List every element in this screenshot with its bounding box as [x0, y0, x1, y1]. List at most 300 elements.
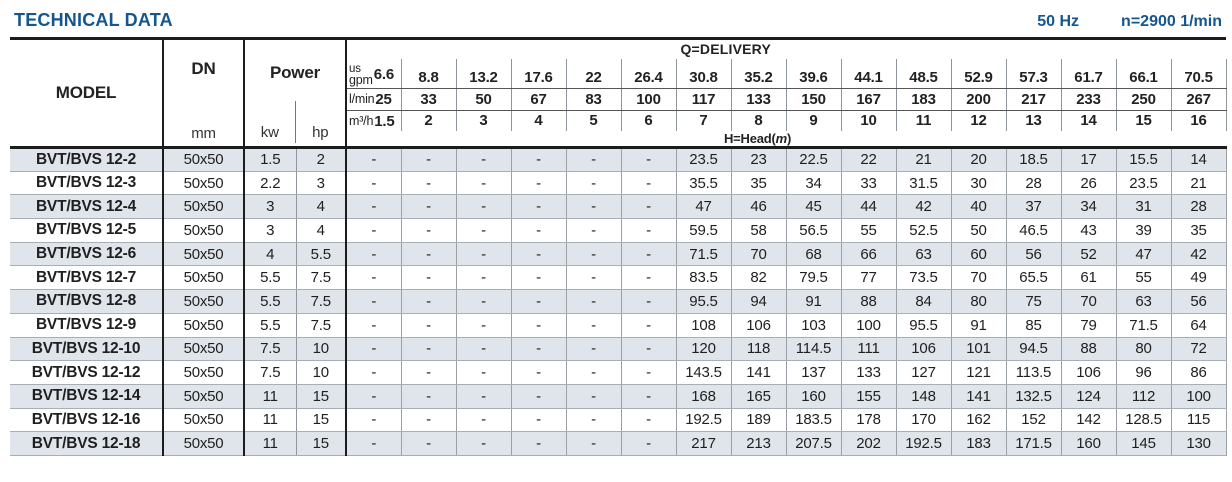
- head-value-cell: -: [511, 432, 566, 456]
- column-header-power: [244, 39, 346, 148]
- head-value-cell: -: [346, 266, 401, 290]
- dn-cell: 50x50: [163, 266, 244, 290]
- head-value-cell: 60: [951, 242, 1006, 266]
- head-value-cell: 21: [896, 148, 951, 172]
- head-value-cell: -: [456, 148, 511, 172]
- head-value-cell: 75: [1006, 290, 1061, 314]
- head-value-cell: 88: [1061, 337, 1116, 361]
- head-value-cell: 72: [1171, 337, 1226, 361]
- head-value-cell: 202: [841, 432, 896, 456]
- model-cell: BVT/BVS 12-3: [10, 171, 163, 195]
- head-value-cell: 42: [1171, 242, 1226, 266]
- head-value-cell: -: [346, 432, 401, 456]
- head-value-cell: -: [511, 408, 566, 432]
- kw-unit-label: kw: [260, 124, 279, 141]
- head-value-cell: 64: [1171, 313, 1226, 337]
- lmin-unit-label: l/min: [349, 92, 375, 106]
- head-value-cell: 100: [841, 313, 896, 337]
- table-row: [10, 361, 1226, 385]
- gpm-header-cell: 30.8: [676, 59, 731, 89]
- head-value-cell: -: [346, 219, 401, 243]
- hp-cell: 4: [296, 219, 346, 243]
- head-label-unit: m: [775, 131, 788, 146]
- kw-cell: 3: [244, 195, 296, 219]
- head-value-cell: -: [401, 313, 456, 337]
- column-header-dn: [163, 39, 244, 148]
- head-value-cell: -: [401, 266, 456, 290]
- table-row: [10, 432, 1226, 456]
- table-row: [10, 195, 1226, 219]
- head-value-cell: -: [401, 361, 456, 385]
- gpm-header-cell: 26.4: [621, 59, 676, 89]
- head-value-cell: -: [456, 290, 511, 314]
- head-value-cell: -: [456, 266, 511, 290]
- m3h-header-cell: 2: [401, 110, 456, 131]
- model-cell: BVT/BVS 12-8: [10, 290, 163, 314]
- m3h-header-cell: 3: [456, 110, 511, 131]
- lmin-header-cell: 150: [786, 88, 841, 110]
- head-value-cell: 155: [841, 384, 896, 408]
- delivery-header: Q=DELIVERY: [680, 41, 772, 58]
- technical-data-table: [10, 37, 1227, 456]
- head-value-cell: 121: [951, 361, 1006, 385]
- m3h-header-cell: 5: [566, 110, 621, 131]
- head-value-cell: 178: [841, 408, 896, 432]
- head-value-cell: 183.5: [786, 408, 841, 432]
- table-row: [10, 266, 1226, 290]
- head-value-cell: 45: [786, 195, 841, 219]
- head-value-cell: -: [346, 361, 401, 385]
- head-value-cell: 113.5: [1006, 361, 1061, 385]
- head-value-cell: -: [456, 195, 511, 219]
- head-value-cell: -: [401, 384, 456, 408]
- table-row: [10, 384, 1226, 408]
- head-value-cell: 112: [1116, 384, 1171, 408]
- head-value-cell: 170: [896, 408, 951, 432]
- head-value-cell: -: [511, 242, 566, 266]
- head-value-cell: -: [346, 337, 401, 361]
- hp-cell: 4: [296, 195, 346, 219]
- head-value-cell: -: [511, 337, 566, 361]
- head-value-cell: 28: [1006, 171, 1061, 195]
- head-value-cell: 88: [841, 290, 896, 314]
- lmin-header-cell: 250: [1116, 88, 1171, 110]
- head-value-cell: -: [566, 148, 621, 172]
- model-cell: BVT/BVS 12-7: [10, 266, 163, 290]
- m3h-header-cell: 10: [841, 110, 896, 131]
- head-label-suffix: ): [787, 131, 792, 146]
- head-value-cell: 94.5: [1006, 337, 1061, 361]
- table-row: [10, 290, 1226, 314]
- m3h-unit-label: m³/h: [349, 113, 374, 128]
- m3h-header-cell: 12: [951, 110, 1006, 131]
- head-value-cell: 80: [1116, 337, 1171, 361]
- head-value-cell: -: [401, 432, 456, 456]
- head-value-cell: 46: [731, 195, 786, 219]
- head-value-cell: 31: [1116, 195, 1171, 219]
- head-value-cell: -: [621, 361, 676, 385]
- head-value-cell: 55: [841, 219, 896, 243]
- head-value-cell: 33: [841, 171, 896, 195]
- head-value-cell: 50: [951, 219, 1006, 243]
- gpm-header-cell: 13.2: [456, 59, 511, 89]
- gpm-header-cell: 66.1: [1116, 59, 1171, 89]
- head-value-cell: 94: [731, 290, 786, 314]
- head-value-cell: 91: [951, 313, 1006, 337]
- gpm-header-cell: [346, 59, 401, 89]
- head-value-cell: -: [621, 337, 676, 361]
- dn-cell: 50x50: [163, 361, 244, 385]
- head-value-cell: 77: [841, 266, 896, 290]
- head-value-cell: 80: [951, 290, 1006, 314]
- lmin-header-cell: 83: [566, 88, 621, 110]
- head-value-cell: -: [511, 266, 566, 290]
- kw-cell: 11: [244, 384, 296, 408]
- m3h-header-cell: 9: [786, 110, 841, 131]
- hp-cell: 2: [296, 148, 346, 172]
- head-value-cell: -: [346, 313, 401, 337]
- head-value-cell: 108: [676, 313, 731, 337]
- head-value-cell: 47: [1116, 242, 1171, 266]
- model-cell: BVT/BVS 12-12: [10, 361, 163, 385]
- head-value-cell: -: [456, 432, 511, 456]
- head-value-cell: 65.5: [1006, 266, 1061, 290]
- table-row: [10, 242, 1226, 266]
- dn-cell: 50x50: [163, 337, 244, 361]
- head-value-cell: 118: [731, 337, 786, 361]
- head-value-cell: -: [566, 337, 621, 361]
- head-value-cell: 152: [1006, 408, 1061, 432]
- head-value-cell: 49: [1171, 266, 1226, 290]
- head-value-cell: 183: [951, 432, 1006, 456]
- head-value-cell: 17: [1061, 148, 1116, 172]
- gpm-header-cell: 17.6: [511, 59, 566, 89]
- power-label: Power: [269, 63, 321, 82]
- head-value-cell: 56: [1171, 290, 1226, 314]
- head-value-cell: -: [401, 290, 456, 314]
- head-value-cell: -: [566, 195, 621, 219]
- m3h-header-cell: 6: [621, 110, 676, 131]
- head-value-cell: 71.5: [1116, 313, 1171, 337]
- kw-cell: 3: [244, 219, 296, 243]
- dn-cell: 50x50: [163, 148, 244, 172]
- head-value-cell: 23.5: [1116, 171, 1171, 195]
- head-value-cell: -: [346, 148, 401, 172]
- head-value-cell: 26: [1061, 171, 1116, 195]
- model-cell: BVT/BVS 12-6: [10, 242, 163, 266]
- head-value-cell: -: [511, 195, 566, 219]
- head-value-cell: 35.5: [676, 171, 731, 195]
- head-value-cell: 20: [951, 148, 1006, 172]
- head-value-cell: 63: [1116, 290, 1171, 314]
- head-value-cell: 189: [731, 408, 786, 432]
- head-value-cell: -: [621, 313, 676, 337]
- table-row: [10, 148, 1226, 172]
- lmin-header-cell: 33: [401, 88, 456, 110]
- head-value-cell: 47: [676, 195, 731, 219]
- head-value-cell: 100: [1171, 384, 1226, 408]
- head-value-cell: 21: [1171, 171, 1226, 195]
- head-value-cell: 23: [731, 148, 786, 172]
- lmin-header-cell: 183: [896, 88, 951, 110]
- header-bar: [10, 8, 1226, 37]
- head-value-cell: 133: [841, 361, 896, 385]
- head-value-cell: 165: [731, 384, 786, 408]
- kw-cell: 2.2: [244, 171, 296, 195]
- kw-cell: 4: [244, 242, 296, 266]
- gpm-header-cell: 48.5: [896, 59, 951, 89]
- head-value-cell: 52: [1061, 242, 1116, 266]
- hp-cell: 15: [296, 408, 346, 432]
- head-value-cell: -: [566, 242, 621, 266]
- head-value-cell: -: [456, 313, 511, 337]
- head-value-cell: 130: [1171, 432, 1226, 456]
- head-value-cell: 40: [951, 195, 1006, 219]
- head-value-cell: -: [621, 290, 676, 314]
- head-value-cell: -: [456, 219, 511, 243]
- kw-cell: 7.5: [244, 337, 296, 361]
- dn-cell: 50x50: [163, 432, 244, 456]
- head-value-cell: 96: [1116, 361, 1171, 385]
- lmin-header-cell: 267: [1171, 88, 1226, 110]
- head-value-cell: 106: [731, 313, 786, 337]
- lmin-value: 25: [375, 91, 392, 108]
- head-value-cell: -: [401, 148, 456, 172]
- head-value-cell: 101: [951, 337, 1006, 361]
- kw-cell: 11: [244, 432, 296, 456]
- head-value-cell: -: [511, 219, 566, 243]
- m3h-header-cell: 13: [1006, 110, 1061, 131]
- model-cell: BVT/BVS 12-16: [10, 408, 163, 432]
- gpm-header-cell: 52.9: [951, 59, 1006, 89]
- hp-cell: 7.5: [296, 313, 346, 337]
- head-value-cell: -: [456, 171, 511, 195]
- head-value-cell: 34: [1061, 195, 1116, 219]
- head-value-cell: 43: [1061, 219, 1116, 243]
- head-value-cell: 103: [786, 313, 841, 337]
- head-value-cell: -: [621, 242, 676, 266]
- lmin-header-cell: 117: [676, 88, 731, 110]
- lmin-header-cell: 100: [621, 88, 676, 110]
- head-value-cell: -: [566, 432, 621, 456]
- head-value-cell: -: [401, 195, 456, 219]
- lmin-header-cell: 133: [731, 88, 786, 110]
- head-value-cell: 82: [731, 266, 786, 290]
- head-value-cell: 160: [786, 384, 841, 408]
- head-value-cell: -: [511, 171, 566, 195]
- head-value-cell: 141: [951, 384, 1006, 408]
- dn-cell: 50x50: [163, 290, 244, 314]
- model-cell: BVT/BVS 12-2: [10, 148, 163, 172]
- dn-label: DN: [191, 59, 216, 78]
- head-value-cell: -: [566, 290, 621, 314]
- m3h-header-cell: 7: [676, 110, 731, 131]
- head-value-cell: 83.5: [676, 266, 731, 290]
- head-value-cell: 79.5: [786, 266, 841, 290]
- head-value-cell: 63: [896, 242, 951, 266]
- gpm-header-cell: 39.6: [786, 59, 841, 89]
- head-value-cell: 85: [1006, 313, 1061, 337]
- head-value-cell: -: [511, 148, 566, 172]
- head-value-cell: -: [401, 171, 456, 195]
- head-value-cell: 71.5: [676, 242, 731, 266]
- table-body: [10, 148, 1226, 456]
- head-value-cell: 137: [786, 361, 841, 385]
- head-value-cell: -: [346, 384, 401, 408]
- head-value-cell: 22: [841, 148, 896, 172]
- head-value-cell: 70: [951, 266, 1006, 290]
- kw-cell: 5.5: [244, 290, 296, 314]
- dn-cell: 50x50: [163, 408, 244, 432]
- head-value-cell: 34: [786, 171, 841, 195]
- head-value-cell: 73.5: [896, 266, 951, 290]
- table-header: [10, 39, 1226, 148]
- head-value-cell: 39: [1116, 219, 1171, 243]
- table-row: [10, 171, 1226, 195]
- head-value-cell: -: [566, 408, 621, 432]
- head-value-cell: -: [456, 337, 511, 361]
- frequency-value: 50 Hz: [1037, 13, 1080, 30]
- gpm-header-cell: 61.7: [1061, 59, 1116, 89]
- head-value-cell: -: [566, 313, 621, 337]
- head-value-cell: -: [621, 432, 676, 456]
- head-value-cell: 68: [786, 242, 841, 266]
- dn-unit-mm: mm: [191, 125, 216, 142]
- head-value-cell: 132.5: [1006, 384, 1061, 408]
- head-value-cell: -: [621, 219, 676, 243]
- gpm-header-cell: 22: [566, 59, 621, 89]
- model-cell: BVT/BVS 12-5: [10, 219, 163, 243]
- head-value-cell: 114.5: [786, 337, 841, 361]
- page-title: TECHNICAL DATA: [14, 10, 173, 30]
- head-value-cell: 35: [1171, 219, 1226, 243]
- head-value-cell: -: [346, 242, 401, 266]
- head-value-cell: 37: [1006, 195, 1061, 219]
- m3h-header-cell: 8: [731, 110, 786, 131]
- head-value-cell: 127: [896, 361, 951, 385]
- head-value-cell: -: [511, 313, 566, 337]
- hp-cell: 15: [296, 384, 346, 408]
- head-value-cell: 213: [731, 432, 786, 456]
- head-value-cell: -: [456, 361, 511, 385]
- head-value-cell: 162: [951, 408, 1006, 432]
- head-value-cell: -: [456, 408, 511, 432]
- head-value-cell: -: [621, 171, 676, 195]
- head-value-cell: 111: [841, 337, 896, 361]
- head-value-cell: -: [621, 266, 676, 290]
- model-cell: BVT/BVS 12-14: [10, 384, 163, 408]
- head-value-cell: -: [401, 242, 456, 266]
- dn-cell: 50x50: [163, 219, 244, 243]
- head-value-cell: 192.5: [896, 432, 951, 456]
- lmin-header-cell: 167: [841, 88, 896, 110]
- head-value-cell: 58: [731, 219, 786, 243]
- head-value-cell: -: [511, 384, 566, 408]
- rotation-speed-value: n=2900 1/min: [1121, 13, 1222, 30]
- model-cell: BVT/BVS 12-18: [10, 432, 163, 456]
- head-label-prefix: H=Head(: [723, 131, 776, 146]
- head-value-cell: 148: [896, 384, 951, 408]
- gpm-header-cell: 70.5: [1171, 59, 1226, 89]
- lmin-header-cell: [346, 88, 401, 110]
- lmin-header-cell: 67: [511, 88, 566, 110]
- gpm-header-cell: 44.1: [841, 59, 896, 89]
- head-value-cell: 171.5: [1006, 432, 1061, 456]
- head-value-cell: -: [511, 361, 566, 385]
- lmin-header-cell: 200: [951, 88, 1006, 110]
- model-cell: BVT/BVS 12-10: [10, 337, 163, 361]
- hp-unit-label: hp: [295, 101, 346, 143]
- head-value-cell: 106: [896, 337, 951, 361]
- kw-cell: 1.5: [244, 148, 296, 172]
- dn-cell: 50x50: [163, 195, 244, 219]
- hp-cell: 5.5: [296, 242, 346, 266]
- head-value-cell: -: [566, 384, 621, 408]
- head-value-cell: 143.5: [676, 361, 731, 385]
- head-value-cell: 95.5: [896, 313, 951, 337]
- head-value-cell: 160: [1061, 432, 1116, 456]
- head-value-cell: 56: [1006, 242, 1061, 266]
- head-value-cell: 168: [676, 384, 731, 408]
- table-row: [10, 219, 1226, 243]
- head-value-cell: 42: [896, 195, 951, 219]
- head-value-cell: 128.5: [1116, 408, 1171, 432]
- head-value-cell: 35: [731, 171, 786, 195]
- head-value-cell: 192.5: [676, 408, 731, 432]
- head-value-cell: 66: [841, 242, 896, 266]
- head-label: [346, 131, 1226, 148]
- table-row: [10, 313, 1226, 337]
- head-value-cell: 56.5: [786, 219, 841, 243]
- head-value-cell: -: [346, 408, 401, 432]
- dn-cell: 50x50: [163, 171, 244, 195]
- head-value-cell: -: [621, 408, 676, 432]
- head-value-cell: -: [621, 195, 676, 219]
- head-value-cell: 55: [1116, 266, 1171, 290]
- head-value-cell: -: [401, 337, 456, 361]
- head-value-cell: 15.5: [1116, 148, 1171, 172]
- m3h-header-cell: 14: [1061, 110, 1116, 131]
- head-value-cell: 79: [1061, 313, 1116, 337]
- head-value-cell: 52.5: [896, 219, 951, 243]
- head-value-cell: 30: [951, 171, 1006, 195]
- head-value-cell: 95.5: [676, 290, 731, 314]
- spec-values: [1037, 13, 1224, 31]
- hp-cell: 3: [296, 171, 346, 195]
- head-value-cell: 141: [731, 361, 786, 385]
- gpm-unit-label: us gpm: [349, 62, 373, 87]
- hp-cell: 7.5: [296, 290, 346, 314]
- dn-cell: 50x50: [163, 384, 244, 408]
- gpm-header-cell: 57.3: [1006, 59, 1061, 89]
- kw-cell: 5.5: [244, 266, 296, 290]
- head-value-cell: 22.5: [786, 148, 841, 172]
- head-value-cell: 115: [1171, 408, 1226, 432]
- lmin-header-cell: 50: [456, 88, 511, 110]
- head-value-cell: -: [566, 266, 621, 290]
- head-value-cell: -: [621, 384, 676, 408]
- head-value-cell: -: [346, 290, 401, 314]
- head-value-cell: 86: [1171, 361, 1226, 385]
- hp-cell: 15: [296, 432, 346, 456]
- hp-cell: 10: [296, 337, 346, 361]
- head-value-cell: 70: [731, 242, 786, 266]
- lmin-header-cell: 233: [1061, 88, 1116, 110]
- head-value-cell: 18.5: [1006, 148, 1061, 172]
- dn-cell: 50x50: [163, 313, 244, 337]
- kw-cell: 5.5: [244, 313, 296, 337]
- header-row-top: [10, 39, 1226, 59]
